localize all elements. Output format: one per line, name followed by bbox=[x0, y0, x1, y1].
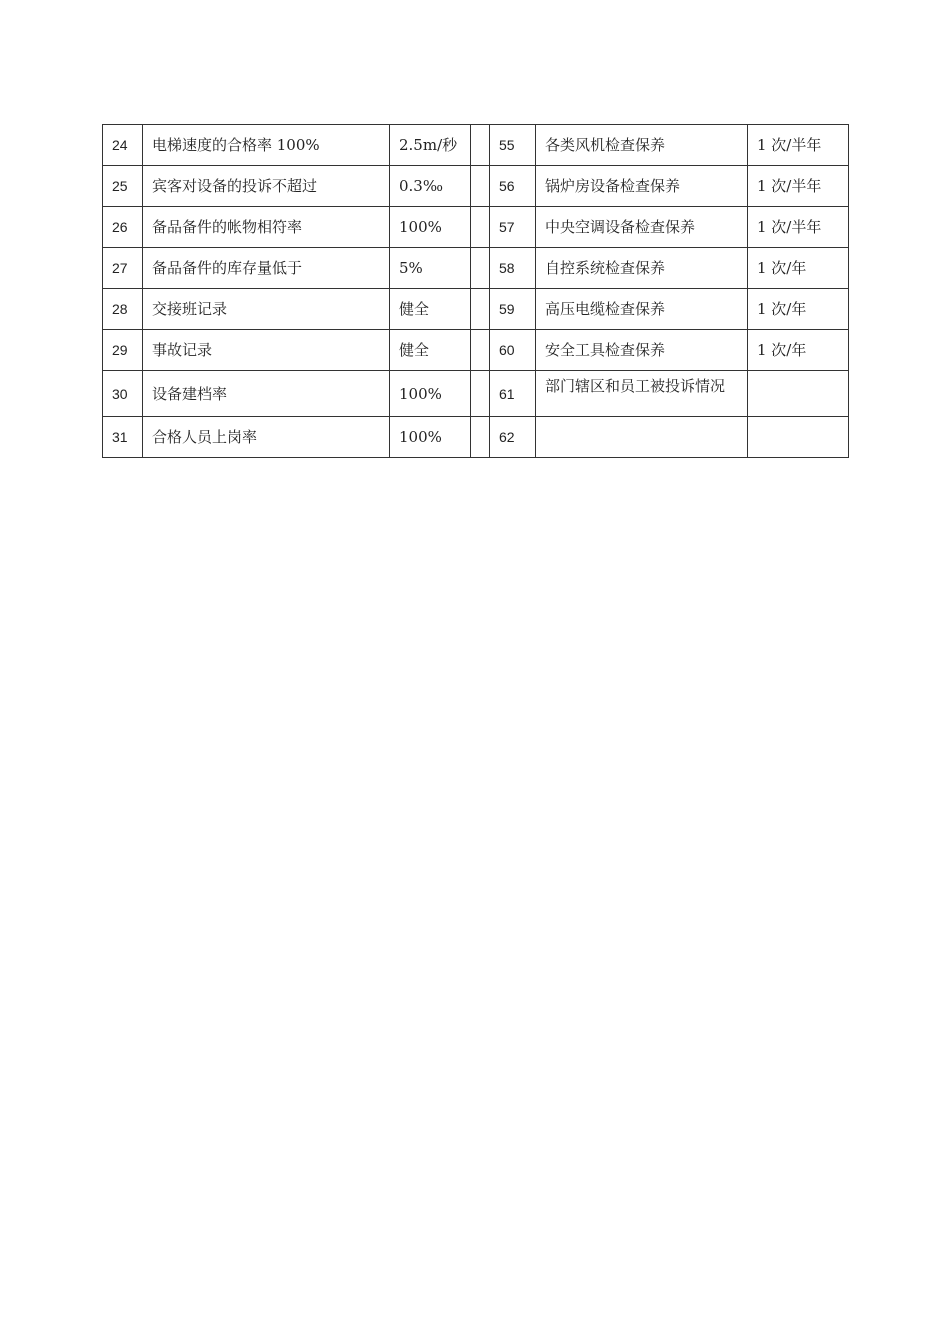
left-item-value: 0.3‰ bbox=[390, 166, 471, 207]
left-item-value: 100% bbox=[390, 207, 471, 248]
left-item-value: 100% bbox=[390, 417, 471, 458]
right-item-name: 锅炉房设备检查保养 bbox=[536, 166, 748, 207]
table-row bbox=[103, 125, 849, 166]
right-row-number: 56 bbox=[490, 166, 536, 207]
column-spacer bbox=[471, 289, 490, 330]
left-item-name: 电梯速度的合格率 100% bbox=[143, 125, 390, 166]
column-spacer bbox=[471, 207, 490, 248]
left-item-name: 宾客对设备的投诉不超过 bbox=[143, 166, 390, 207]
left-item-name: 设备建档率 bbox=[143, 371, 390, 417]
right-item-frequency: 1 次/年 bbox=[748, 289, 849, 330]
right-row-number: 55 bbox=[490, 125, 536, 166]
column-spacer bbox=[471, 248, 490, 289]
left-row-number: 31 bbox=[103, 417, 143, 458]
column-spacer bbox=[471, 371, 490, 417]
left-item-name: 交接班记录 bbox=[143, 289, 390, 330]
left-row-number: 25 bbox=[103, 166, 143, 207]
right-row-number: 61 bbox=[490, 371, 536, 417]
right-item-frequency: 1 次/半年 bbox=[748, 166, 849, 207]
right-item-name: 安全工具检查保养 bbox=[536, 330, 748, 371]
left-item-name: 事故记录 bbox=[143, 330, 390, 371]
right-item-name bbox=[536, 417, 748, 458]
right-row-number: 60 bbox=[490, 330, 536, 371]
right-row-number: 62 bbox=[490, 417, 536, 458]
left-item-value: 100% bbox=[390, 371, 471, 417]
right-item-frequency: 1 次/年 bbox=[748, 330, 849, 371]
table-row bbox=[103, 207, 849, 248]
column-spacer bbox=[471, 330, 490, 371]
right-item-frequency bbox=[748, 371, 849, 417]
right-item-name: 中央空调设备检查保养 bbox=[536, 207, 748, 248]
table-row bbox=[103, 289, 849, 330]
right-item-name-cell bbox=[536, 371, 748, 417]
right-item-frequency: 1 次/半年 bbox=[748, 125, 849, 166]
right-item-name: 各类风机检查保养 bbox=[536, 125, 748, 166]
left-row-number: 28 bbox=[103, 289, 143, 330]
table-row bbox=[103, 248, 849, 289]
left-item-name: 备品备件的帐物相符率 bbox=[143, 207, 390, 248]
right-row-number: 58 bbox=[490, 248, 536, 289]
right-row-number: 57 bbox=[490, 207, 536, 248]
right-item-frequency bbox=[748, 417, 849, 458]
left-item-name: 备品备件的库存量低于 bbox=[143, 248, 390, 289]
right-item-frequency: 1 次/年 bbox=[748, 248, 849, 289]
right-item-name: 自控系统检查保养 bbox=[536, 248, 748, 289]
left-row-number: 26 bbox=[103, 207, 143, 248]
column-spacer bbox=[471, 125, 490, 166]
left-row-number: 27 bbox=[103, 248, 143, 289]
table-row bbox=[103, 166, 849, 207]
maintenance-standards-table bbox=[102, 124, 849, 458]
left-row-number: 30 bbox=[103, 371, 143, 417]
left-item-name: 合格人员上岗率 bbox=[143, 417, 390, 458]
left-row-number: 29 bbox=[103, 330, 143, 371]
table-row bbox=[103, 417, 849, 458]
right-item-frequency: 1 次/半年 bbox=[748, 207, 849, 248]
left-row-number: 24 bbox=[103, 125, 143, 166]
left-item-value: 健全 bbox=[390, 289, 471, 330]
table-row bbox=[103, 330, 849, 371]
column-spacer bbox=[471, 417, 490, 458]
right-row-number: 59 bbox=[490, 289, 536, 330]
right-item-name: 部门辖区和员工被投诉情况 bbox=[545, 377, 726, 395]
table-row bbox=[103, 371, 849, 417]
right-item-name: 高压电缆检查保养 bbox=[536, 289, 748, 330]
column-spacer bbox=[471, 166, 490, 207]
left-item-value: 2.5m/秒 bbox=[390, 125, 471, 166]
left-item-value: 健全 bbox=[390, 330, 471, 371]
left-item-value: 5% bbox=[390, 248, 471, 289]
